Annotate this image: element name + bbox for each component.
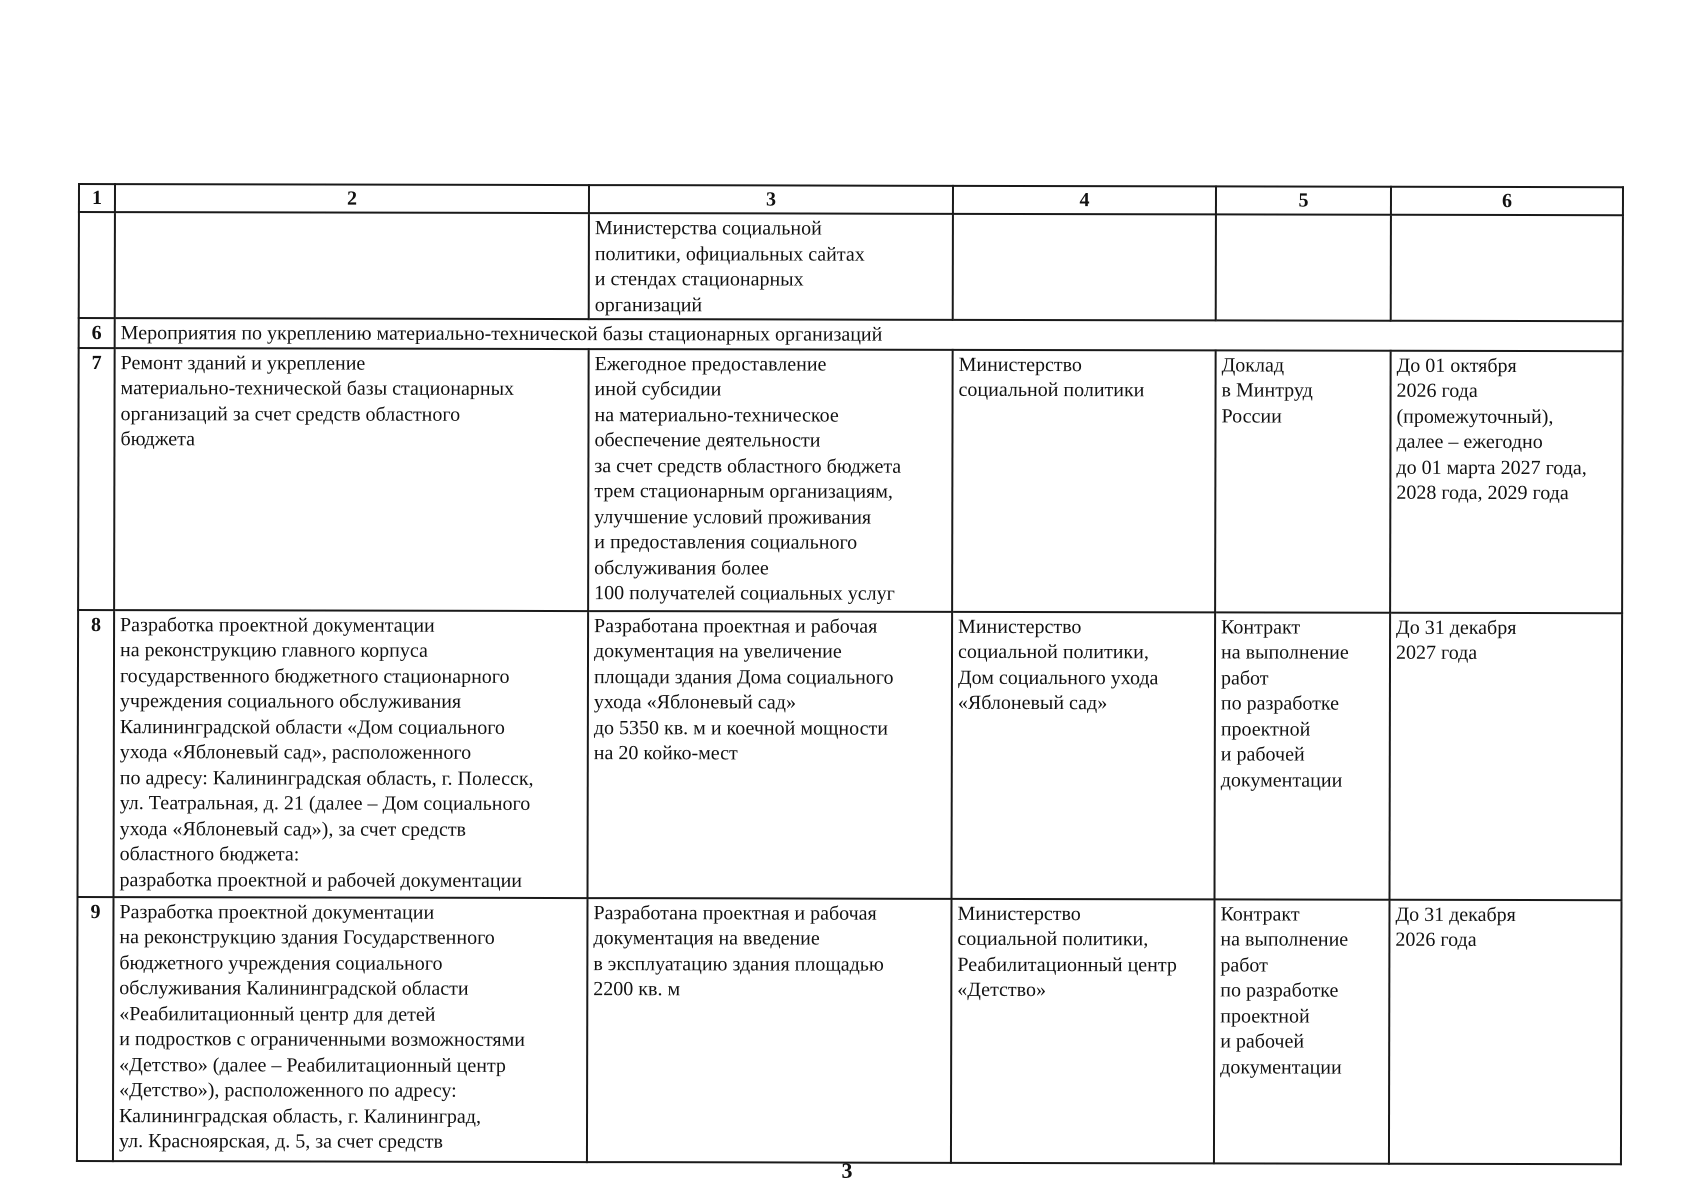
row-number [79, 212, 115, 318]
deadline-cell: До 01 октября 2026 года (промежуточный), далее – ежегодно до 01 марта 2027 года, 2028 года, 2029 года [1390, 350, 1623, 612]
row-number: 9 [77, 897, 114, 1161]
column-number-5: 5 [1216, 186, 1391, 214]
responsible-cell: Министерство социальной политики, Дом социального ухода «Яблоневый сад» [952, 611, 1216, 899]
table-row [77, 897, 1622, 1164]
row-number: 8 [78, 610, 115, 897]
activities-table [76, 183, 1624, 1165]
column-number-6: 6 [1391, 187, 1623, 215]
event-cell [115, 212, 589, 319]
deadline-cell: До 31 декабря 2026 года [1389, 899, 1622, 1163]
section-row [79, 318, 1623, 351]
deadline-cell [1391, 215, 1623, 321]
document-cell [1216, 214, 1391, 320]
section-title: Мероприятия по укреплению материально-технической базы стационарных организаций [115, 318, 1623, 351]
table-row [78, 348, 1623, 613]
column-number-3: 3 [589, 185, 953, 214]
document-cell: Контракт на выполнение работ по разработке проектной и рабочей документации [1214, 899, 1390, 1163]
result-cell: Разработана проектная и рабочая документация на введение в эксплуатацию здания площадью 2200 кв. м [587, 898, 952, 1163]
row-number: 7 [78, 348, 115, 610]
column-number-row [79, 184, 1623, 215]
document-cell: Доклад в Минтруд России [1215, 350, 1391, 612]
table-row [78, 610, 1623, 900]
column-number-1: 1 [79, 184, 115, 212]
deadline-cell: До 31 декабря 2027 года [1390, 612, 1623, 899]
responsible-cell: Министерство социальной политики, Реабилитационный центр «Детство» [951, 898, 1215, 1163]
responsible-cell [953, 214, 1216, 321]
column-number-4: 4 [953, 186, 1216, 215]
document-cell: Контракт на выполнение работ по разработке проектной и рабочей документации [1215, 612, 1391, 899]
result-cell: Ежегодное предоставление иной субсидии на материально-техническое обеспечение деятельности за счет средств областного бюджета трем стационарным организациям, улучшение условий проживания и предоставления социального обслуживания более 100 получателей социальных услуг [588, 349, 953, 612]
event-cell: Разработка проектной документации на реконструкцию главного корпуса государственного бюджетного стационарного учреждения социального обслуживания Калининградской области «Дом социального ухода «Яблоневый сад», расположенного по адресу: Калининградская область, г. Полесск, ул. Театральная, д. 21 (далее – Дом социального ухода «Яблоневый сад»), за счет средств областного бюджета: разработка проектной и рабочей документации [114, 610, 589, 898]
page-number: 3 [841, 1158, 853, 1183]
event-cell: Разработка проектной документации на реконструкцию здания Государственного бюджетного учреждения социального обслуживания Калининградской области «Реабилитационный центр для детей и подростков с ограниченными возможностями «Детство» (далее – Реабилитационный центр «Детство»), расположенного по адресу: Калининградская область, г. Калининград, ул. Красноярская, д. 5, за счет средств [113, 897, 588, 1162]
row-number: 6 [79, 318, 115, 348]
result-cell: Разработана проектная и рабочая документация на увеличение площади здания Дома социального ухода «Яблоневый сад» до 5350 кв. м и коечной мощности на 20 койко-мест [588, 611, 953, 899]
result-cell: Министерства социальной политики, официальных сайтах и стендах стационарных организаций [589, 213, 953, 320]
continuation-row [79, 212, 1623, 321]
responsible-cell: Министерство социальной политики [952, 349, 1216, 612]
column-number-2: 2 [115, 184, 589, 213]
event-cell: Ремонт зданий и укрепление материально-технической базы стационарных организаций за счет средств областного бюджета [114, 348, 589, 611]
